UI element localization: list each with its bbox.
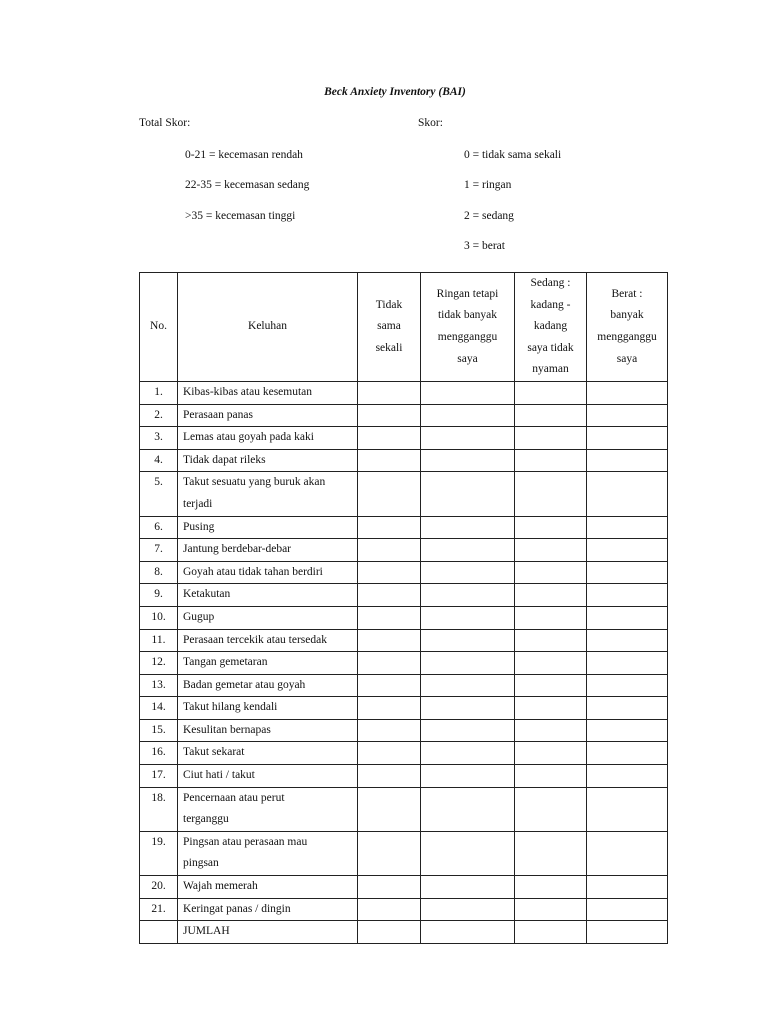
rating-cell-tidak[interactable] [358, 876, 421, 899]
complaint-text: Lemas atau goyah pada kaki [183, 431, 314, 444]
rating-cell-ringan[interactable] [421, 584, 515, 607]
table-row [140, 674, 668, 697]
complaint-cell [178, 719, 358, 742]
rating-cell-ringan[interactable] [421, 652, 515, 675]
header-sedang-line: kadang - [530, 298, 571, 311]
complaint-cell [178, 787, 358, 831]
row-number: 12. [140, 652, 178, 675]
rating-cell-ringan[interactable] [421, 697, 515, 720]
complaint-cell [178, 561, 358, 584]
rating-cell-berat[interactable] [587, 404, 668, 427]
rating-cell-tidak[interactable] [358, 472, 421, 516]
table-row [140, 697, 668, 720]
row-number: 14. [140, 697, 178, 720]
rating-cell-tidak[interactable] [358, 674, 421, 697]
header-berat-line: mengganggu [597, 330, 657, 343]
table-row [140, 787, 668, 831]
header-sedang-line: nyaman [532, 363, 569, 376]
header-berat-line: Berat : [611, 287, 643, 300]
complaint-text: Tidak dapat rileks [183, 453, 266, 466]
rating-cell-tidak[interactable] [358, 381, 421, 404]
header-berat-line: saya [616, 352, 638, 365]
table-header-row [140, 273, 668, 382]
row-number: 8. [140, 561, 178, 584]
header-sedang-line: kadang [533, 320, 568, 333]
complaint-text: Kesulitan bernapas [183, 723, 271, 736]
table-row [140, 381, 668, 404]
rating-cell-sedang[interactable] [515, 831, 587, 875]
rating-cell-sedang[interactable] [515, 539, 587, 562]
rating-cell-sedang[interactable] [515, 427, 587, 450]
complaint-cell [178, 697, 358, 720]
header-no: No. [140, 273, 178, 382]
complaint-text: Pusing [183, 520, 215, 533]
rating-cell-berat[interactable] [587, 606, 668, 629]
rating-cell-ringan[interactable] [421, 472, 515, 516]
row-number: 17. [140, 765, 178, 788]
complaint-text: Ciut hati / takut [183, 769, 255, 782]
header-tidak-sama-sekali [358, 273, 421, 382]
interpretation-medium: 22-35 = kecemasan sedang [185, 179, 310, 191]
header-ringan-line: saya [457, 352, 478, 365]
bai-table [139, 272, 668, 944]
rating-cell-ringan[interactable] [421, 765, 515, 788]
complaint-cell [178, 606, 358, 629]
rating-cell-ringan[interactable] [421, 876, 515, 899]
rating-cell-tidak[interactable] [358, 765, 421, 788]
complaint-cell [178, 831, 358, 875]
scale-2: 2 = sedang [464, 210, 514, 222]
table-row [140, 606, 668, 629]
rating-cell-ringan[interactable] [421, 516, 515, 539]
rating-cell-berat[interactable] [587, 427, 668, 450]
complaint-cell [178, 404, 358, 427]
row-number: 4. [140, 449, 178, 472]
total-cell-berat[interactable] [587, 921, 668, 944]
row-number: 16. [140, 742, 178, 765]
complaint-cell [178, 742, 358, 765]
complaint-text: Tangan gemetaran [183, 656, 268, 669]
header-berat [587, 273, 668, 382]
rating-cell-ringan[interactable] [421, 449, 515, 472]
rating-cell-ringan[interactable] [421, 831, 515, 875]
complaint-cell [178, 629, 358, 652]
rating-cell-ringan[interactable] [421, 719, 515, 742]
table-row [140, 539, 668, 562]
table-row [140, 404, 668, 427]
complaint-text: Goyah atau tidak tahan berdiri [183, 565, 323, 578]
scale-1: 1 = ringan [464, 179, 512, 191]
rating-cell-berat[interactable] [587, 381, 668, 404]
rating-cell-sedang[interactable] [515, 787, 587, 831]
row-number: 6. [140, 516, 178, 539]
complaint-text: Wajah memerah [183, 880, 258, 893]
rating-cell-sedang[interactable] [515, 898, 587, 921]
complaint-text: Badan gemetar atau goyah [183, 678, 306, 691]
row-number: 3. [140, 427, 178, 450]
table-row [140, 898, 668, 921]
rating-cell-ringan[interactable] [421, 606, 515, 629]
complaint-cell [178, 674, 358, 697]
header-ringan [421, 273, 515, 382]
table-row [140, 765, 668, 788]
rating-cell-tidak[interactable] [358, 449, 421, 472]
rating-cell-berat[interactable] [587, 584, 668, 607]
rating-cell-sedang[interactable] [515, 719, 587, 742]
rating-cell-berat[interactable] [587, 787, 668, 831]
score-label: Skor: [418, 117, 443, 129]
rating-cell-berat[interactable] [587, 719, 668, 742]
rating-cell-tidak[interactable] [358, 719, 421, 742]
row-number: 19. [140, 831, 178, 875]
rating-cell-ringan[interactable] [421, 381, 515, 404]
complaint-text: Pencernaan atau perut [183, 791, 285, 804]
scale-0: 0 = tidak sama sekali [464, 149, 562, 161]
total-row [140, 921, 668, 944]
complaint-cell [178, 652, 358, 675]
header-ringan-line: mengganggu [437, 330, 498, 343]
rating-cell-ringan[interactable] [421, 742, 515, 765]
rating-cell-tidak[interactable] [358, 561, 421, 584]
rating-cell-berat[interactable] [587, 472, 668, 516]
rating-cell-berat[interactable] [587, 765, 668, 788]
rating-cell-sedang[interactable] [515, 561, 587, 584]
header-keluhan: Keluhan [178, 273, 358, 382]
complaint-text: pingsan [183, 857, 219, 870]
complaint-text: Pingsan atau perasaan mau [183, 835, 308, 848]
complaint-cell [178, 472, 358, 516]
rating-cell-berat[interactable] [587, 898, 668, 921]
row-number: 9. [140, 584, 178, 607]
complaint-cell [178, 765, 358, 788]
row-number: 15. [140, 719, 178, 742]
rating-cell-sedang[interactable] [515, 584, 587, 607]
complaint-cell [178, 516, 358, 539]
total-cell-ringan[interactable] [421, 921, 515, 944]
rating-cell-berat[interactable] [587, 539, 668, 562]
table-row [140, 561, 668, 584]
complaint-cell [178, 539, 358, 562]
row-number: 18. [140, 787, 178, 831]
rating-cell-sedang[interactable] [515, 381, 587, 404]
row-number: 1. [140, 381, 178, 404]
total-cell-tidak[interactable] [358, 921, 421, 944]
rating-cell-berat[interactable] [587, 697, 668, 720]
complaint-cell [178, 898, 358, 921]
complaint-text: terjadi [183, 497, 213, 510]
header-ringan-line: tidak banyak [437, 309, 498, 322]
complaint-text: Ketakutan [183, 588, 231, 601]
complaint-text: Gugup [183, 610, 215, 623]
rating-cell-tidak[interactable] [358, 742, 421, 765]
header-tidak-line: sama [377, 320, 401, 333]
rating-cell-sedang[interactable] [515, 876, 587, 899]
table-row [140, 584, 668, 607]
row-number: 13. [140, 674, 178, 697]
rating-cell-berat[interactable] [587, 831, 668, 875]
table-row [140, 652, 668, 675]
row-number: 20. [140, 876, 178, 899]
table-row [140, 719, 668, 742]
rating-cell-sedang[interactable] [515, 674, 587, 697]
rating-cell-ringan[interactable] [421, 674, 515, 697]
rating-cell-ringan[interactable] [421, 427, 515, 450]
table-row [140, 876, 668, 899]
rating-cell-tidak[interactable] [358, 629, 421, 652]
header-sedang-line: Sedang : [530, 277, 571, 289]
row-number: 10. [140, 606, 178, 629]
rating-cell-ringan[interactable] [421, 787, 515, 831]
header-tidak-line: sekali [375, 341, 403, 354]
rating-cell-sedang[interactable] [515, 742, 587, 765]
complaint-text: Jantung berdebar-debar [183, 543, 292, 556]
table-row [140, 516, 668, 539]
document-title: Beck Anxiety Inventory (BAI) [324, 86, 466, 98]
rating-cell-ringan[interactable] [421, 404, 515, 427]
header-sedang-line: saya tidak [527, 341, 574, 354]
rating-cell-ringan[interactable] [421, 561, 515, 584]
row-number: 21. [140, 898, 178, 921]
row-number: 5. [140, 472, 178, 516]
table-row [140, 831, 668, 875]
complaint-cell [178, 427, 358, 450]
total-label: JUMLAH [178, 921, 358, 944]
rating-cell-tidak[interactable] [358, 697, 421, 720]
complaint-text: Kibas-kibas atau kesemutan [183, 385, 313, 398]
interpretation-low: 0-21 = kecemasan rendah [185, 149, 303, 161]
rating-cell-tidak[interactable] [358, 898, 421, 921]
row-number: 7. [140, 539, 178, 562]
interpretation-high: >35 = kecemasan tinggi [185, 210, 296, 222]
complaint-text: Takut sesuatu yang buruk akan [183, 476, 326, 489]
rating-cell-berat[interactable] [587, 674, 668, 697]
header-ringan-line: Ringan tetapi [436, 287, 499, 300]
complaint-cell [178, 584, 358, 607]
row-number: 11. [140, 629, 178, 652]
rating-cell-berat[interactable] [587, 876, 668, 899]
header-tidak-line: Tidak [375, 298, 403, 311]
table-row [140, 629, 668, 652]
rating-cell-ringan[interactable] [421, 629, 515, 652]
rating-cell-berat[interactable] [587, 449, 668, 472]
complaint-cell [178, 876, 358, 899]
complaint-text: Takut hilang kendali [183, 701, 278, 714]
rating-cell-tidak[interactable] [358, 584, 421, 607]
complaint-cell [178, 381, 358, 404]
rating-cell-sedang[interactable] [515, 449, 587, 472]
table-row [140, 742, 668, 765]
rating-cell-tidak[interactable] [358, 539, 421, 562]
rating-cell-tidak[interactable] [358, 831, 421, 875]
rating-cell-berat[interactable] [587, 652, 668, 675]
rating-cell-tidak[interactable] [358, 606, 421, 629]
table-row [140, 472, 668, 516]
rating-cell-sedang[interactable] [515, 697, 587, 720]
rating-cell-berat[interactable] [587, 629, 668, 652]
rating-cell-sedang[interactable] [515, 472, 587, 516]
total-no-cell [140, 921, 178, 944]
rating-cell-berat[interactable] [587, 561, 668, 584]
scale-3: 3 = berat [464, 240, 505, 252]
complaint-text: Perasaan tercekik atau tersedak [183, 633, 327, 646]
complaint-text: Takut sekarat [183, 746, 245, 759]
rating-cell-sedang[interactable] [515, 629, 587, 652]
rating-cell-tidak[interactable] [358, 427, 421, 450]
total-score-label: Total Skor: [139, 117, 191, 129]
rating-cell-tidak[interactable] [358, 652, 421, 675]
rating-cell-sedang[interactable] [515, 404, 587, 427]
rating-cell-sedang[interactable] [515, 516, 587, 539]
rating-cell-berat[interactable] [587, 742, 668, 765]
complaint-text: Perasaan panas [183, 408, 253, 421]
rating-cell-sedang[interactable] [515, 606, 587, 629]
total-cell-sedang[interactable] [515, 921, 587, 944]
table-row [140, 449, 668, 472]
rating-cell-ringan[interactable] [421, 539, 515, 562]
rating-cell-tidak[interactable] [358, 516, 421, 539]
complaint-text: Keringat panas / dingin [183, 902, 291, 915]
rating-cell-sedang[interactable] [515, 765, 587, 788]
rating-cell-tidak[interactable] [358, 404, 421, 427]
rating-cell-sedang[interactable] [515, 652, 587, 675]
row-number: 2. [140, 404, 178, 427]
header-berat-line: banyak [610, 309, 644, 322]
complaint-cell [178, 449, 358, 472]
rating-cell-berat[interactable] [587, 516, 668, 539]
header-sedang [515, 273, 587, 382]
rating-cell-tidak[interactable] [358, 787, 421, 831]
complaint-text: terganggu [183, 813, 229, 826]
table-row [140, 427, 668, 450]
rating-cell-ringan[interactable] [421, 898, 515, 921]
